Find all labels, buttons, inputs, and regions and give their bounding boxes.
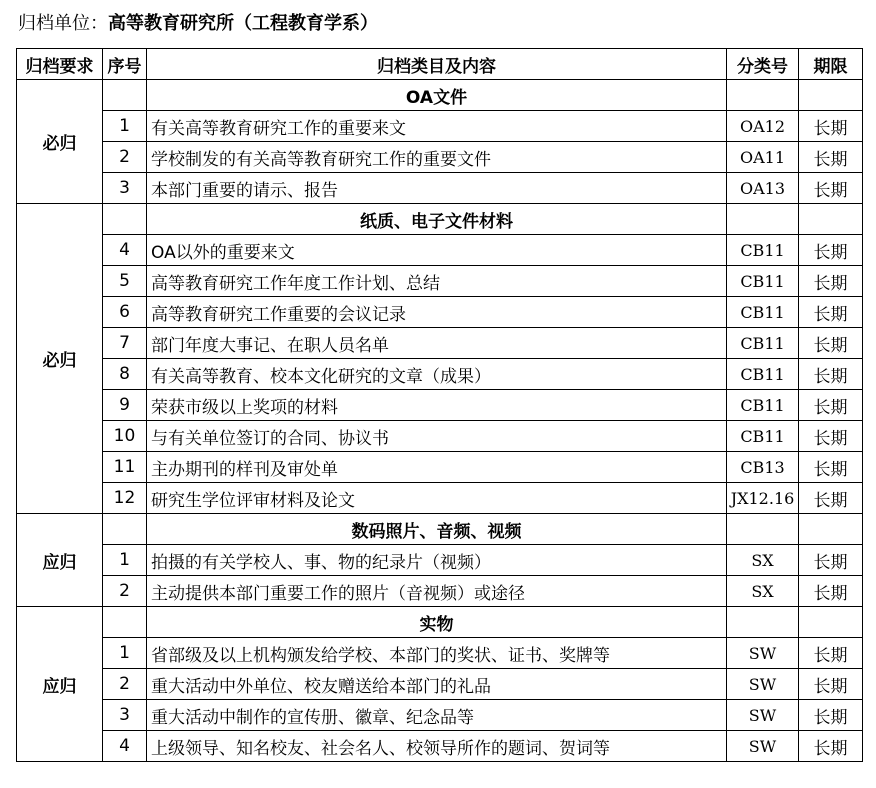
requirement-cell: 应归 [17,607,103,762]
col-header-content: 归档类目及内容 [147,49,727,80]
section-row [17,80,863,111]
row-code: CB11 [727,359,799,390]
row-content: 主办期刊的样刊及审处单 [147,452,727,483]
row-code: CB11 [727,328,799,359]
row-number: 12 [103,483,147,514]
row-period: 长期 [799,452,863,483]
table-row [17,173,863,204]
row-number: 2 [103,576,147,607]
col-header-period: 期限 [799,49,863,80]
table-row [17,390,863,421]
row-number: 2 [103,669,147,700]
table-row [17,638,863,669]
row-number: 9 [103,390,147,421]
row-code: JX12.16 [727,483,799,514]
row-code: OA12 [727,111,799,142]
row-code: CB11 [727,390,799,421]
row-code: SW [727,700,799,731]
table-body [17,80,863,762]
row-number: 10 [103,421,147,452]
col-header-requirement: 归档要求 [17,49,103,80]
section-row [17,607,863,638]
empty-cell [727,80,799,111]
row-period: 长期 [799,700,863,731]
table-row [17,142,863,173]
row-period: 长期 [799,266,863,297]
row-content: OA以外的重要来文 [147,235,727,266]
page-title [18,10,378,38]
header-row [17,49,863,80]
requirement-cell: 必归 [17,204,103,514]
empty-cell [727,607,799,638]
row-period: 长期 [799,142,863,173]
row-code: OA11 [727,142,799,173]
empty-cell [799,204,863,235]
section-title: 数码照片、音频、视频 [147,514,727,545]
unit-name: 高等教育研究所（工程教育学系） [108,13,378,34]
row-content: 有关高等教育研究工作的重要来文 [147,111,727,142]
row-number: 4 [103,731,147,762]
archive-table [16,48,863,762]
empty-cell [727,204,799,235]
empty-cell [103,80,147,111]
row-content: 学校制发的有关高等教育研究工作的重要文件 [147,142,727,173]
empty-cell [103,607,147,638]
table-row [17,359,863,390]
section-row [17,204,863,235]
row-code: SX [727,576,799,607]
row-code: CB11 [727,297,799,328]
col-header-number: 序号 [103,49,147,80]
row-code: CB13 [727,452,799,483]
table-row [17,731,863,762]
row-period: 长期 [799,390,863,421]
row-code: SW [727,731,799,762]
section-row [17,514,863,545]
empty-cell [799,80,863,111]
row-number: 3 [103,700,147,731]
row-period: 长期 [799,421,863,452]
table-row [17,328,863,359]
row-number: 11 [103,452,147,483]
row-number: 8 [103,359,147,390]
row-content: 高等教育研究工作年度工作计划、总结 [147,266,727,297]
empty-cell [103,204,147,235]
row-content: 研究生学位评审材料及论文 [147,483,727,514]
row-content: 本部门重要的请示、报告 [147,173,727,204]
row-period: 长期 [799,638,863,669]
table-row [17,111,863,142]
row-period: 长期 [799,483,863,514]
row-period: 长期 [799,669,863,700]
requirement-cell: 应归 [17,514,103,607]
table-row [17,421,863,452]
requirement-cell: 必归 [17,80,103,204]
section-title: 实物 [147,607,727,638]
row-content: 与有关单位签订的合同、协议书 [147,421,727,452]
row-content: 高等教育研究工作重要的会议记录 [147,297,727,328]
row-period: 长期 [799,731,863,762]
section-title: 纸质、电子文件材料 [147,204,727,235]
table-row [17,576,863,607]
row-number: 2 [103,142,147,173]
row-period: 长期 [799,111,863,142]
table-row [17,266,863,297]
row-content: 主动提供本部门重要工作的照片（音视频）或途径 [147,576,727,607]
row-number: 1 [103,111,147,142]
row-code: CB11 [727,235,799,266]
row-content: 有关高等教育、校本文化研究的文章（成果） [147,359,727,390]
table-row [17,545,863,576]
row-content: 省部级及以上机构颁发给学校、本部门的奖状、证书、奖牌等 [147,638,727,669]
table-row [17,483,863,514]
row-content: 上级领导、知名校友、社会名人、校领导所作的题词、贺词等 [147,731,727,762]
row-period: 长期 [799,173,863,204]
table-row [17,297,863,328]
unit-label: 归档单位： [18,13,108,34]
row-number: 4 [103,235,147,266]
row-content: 重大活动中外单位、校友赠送给本部门的礼品 [147,669,727,700]
row-code: SX [727,545,799,576]
row-number: 7 [103,328,147,359]
row-number: 1 [103,545,147,576]
row-period: 长期 [799,576,863,607]
row-content: 部门年度大事记、在职人员名单 [147,328,727,359]
row-code: CB11 [727,266,799,297]
row-period: 长期 [799,359,863,390]
row-number: 6 [103,297,147,328]
row-code: CB11 [727,421,799,452]
table-row [17,669,863,700]
row-content: 重大活动中制作的宣传册、徽章、纪念品等 [147,700,727,731]
section-title: OA文件 [147,80,727,111]
row-period: 长期 [799,297,863,328]
row-period: 长期 [799,328,863,359]
row-period: 长期 [799,545,863,576]
table-row [17,452,863,483]
table-row [17,235,863,266]
row-number: 1 [103,638,147,669]
row-number: 5 [103,266,147,297]
table-row [17,700,863,731]
row-code: SW [727,638,799,669]
empty-cell [799,607,863,638]
empty-cell [727,514,799,545]
col-header-code: 分类号 [727,49,799,80]
empty-cell [103,514,147,545]
row-period: 长期 [799,235,863,266]
row-code: SW [727,669,799,700]
row-content: 荣获市级以上奖项的材料 [147,390,727,421]
row-code: OA13 [727,173,799,204]
empty-cell [799,514,863,545]
row-number: 3 [103,173,147,204]
row-content: 拍摄的有关学校人、事、物的纪录片（视频） [147,545,727,576]
